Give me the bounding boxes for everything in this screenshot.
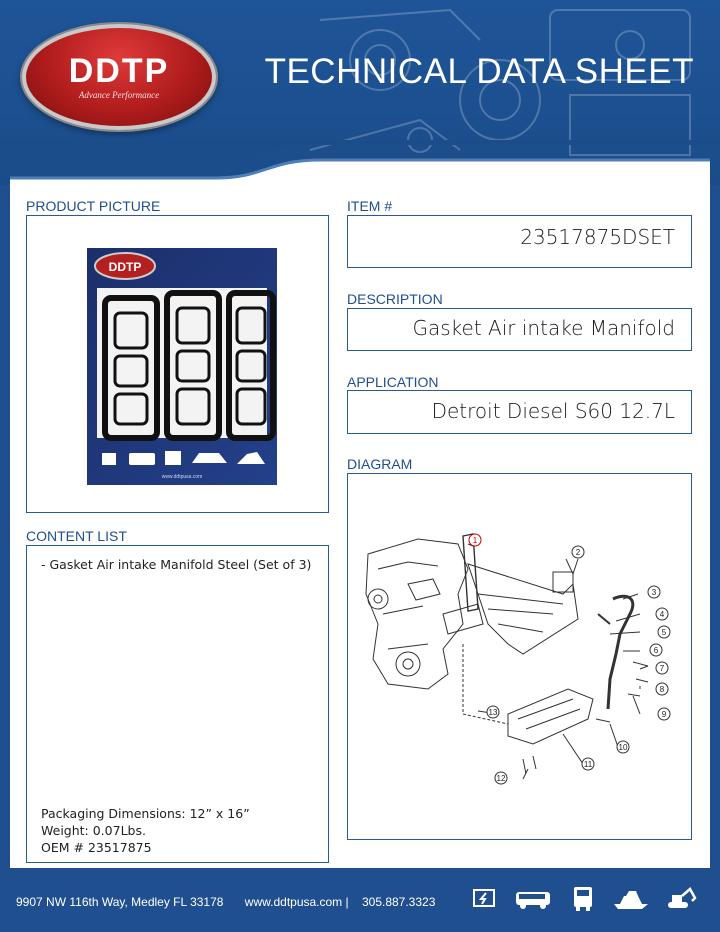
logo-text: DDTP xyxy=(68,52,170,90)
footer xyxy=(0,870,720,932)
ddtp-logo xyxy=(22,24,216,130)
callout-9: 9 xyxy=(661,710,667,719)
footer-phone: 305.887.3323 xyxy=(361,895,436,909)
product-picture-box xyxy=(26,215,329,513)
header-wave-divider xyxy=(0,140,720,188)
callout-1: 1 xyxy=(472,536,478,545)
page-title: TECHNICAL DATA SHEET xyxy=(264,52,694,91)
footer-address: 9907 NW 116th Way, Medley FL 33178 xyxy=(16,895,224,909)
power-unit-icon xyxy=(470,884,500,912)
callout-13: 13 xyxy=(488,708,498,717)
application-box xyxy=(347,390,692,434)
package-url: www.ddtpusa.com xyxy=(161,474,203,480)
application-value: Detroit Diesel S60 12.7L xyxy=(431,399,675,423)
diagram-box xyxy=(347,473,692,840)
callout-6: 6 xyxy=(653,646,659,655)
callout-2: 2 xyxy=(575,548,581,557)
yacht-icon xyxy=(612,884,650,912)
callout-3: 3 xyxy=(651,588,657,597)
content-list-label: CONTENT LIST xyxy=(26,528,127,544)
description-value: Gasket Air intake Manifold xyxy=(412,316,675,340)
product-picture-label: PRODUCT PICTURE xyxy=(26,198,161,214)
truck-icon xyxy=(568,884,598,912)
packaging-info xyxy=(41,805,250,856)
weight: Weight: 0.07Lbs. xyxy=(41,823,146,838)
exploded-parts-diagram xyxy=(348,474,691,839)
item-number-label: ITEM # xyxy=(347,198,393,214)
packaging-dimensions: Packaging Dimensions: 12” x 16” xyxy=(41,806,250,821)
callout-8: 8 xyxy=(659,685,665,694)
callout-7: 7 xyxy=(659,664,665,673)
callout-10: 10 xyxy=(618,743,628,752)
logo-tagline: Advance Performance xyxy=(78,90,160,100)
product-package-image xyxy=(87,248,277,485)
content-list-box xyxy=(26,545,329,863)
callout-5: 5 xyxy=(661,628,667,637)
footer-icon-row xyxy=(470,884,698,912)
diagram-label: DIAGRAM xyxy=(347,456,413,472)
content-item: - Gasket Air intake Manifold Steel (Set of 3) xyxy=(41,557,312,572)
description-box xyxy=(347,308,692,351)
excavator-icon xyxy=(664,884,698,912)
callout-12: 12 xyxy=(496,774,506,783)
callout-4: 4 xyxy=(659,610,665,619)
footer-contact xyxy=(16,895,439,909)
callout-11: 11 xyxy=(583,760,593,769)
item-number-value: 23517875DSET xyxy=(520,225,675,249)
item-number-box xyxy=(347,215,692,268)
bus-icon xyxy=(514,884,554,912)
footer-website[interactable]: www.ddtpusa.com | xyxy=(244,895,349,909)
description-label: DESCRIPTION xyxy=(347,291,443,307)
oem-number: OEM # 23517875 xyxy=(41,840,152,855)
application-label: APPLICATION xyxy=(347,374,439,390)
package-logo-text: DDTP xyxy=(108,260,142,274)
